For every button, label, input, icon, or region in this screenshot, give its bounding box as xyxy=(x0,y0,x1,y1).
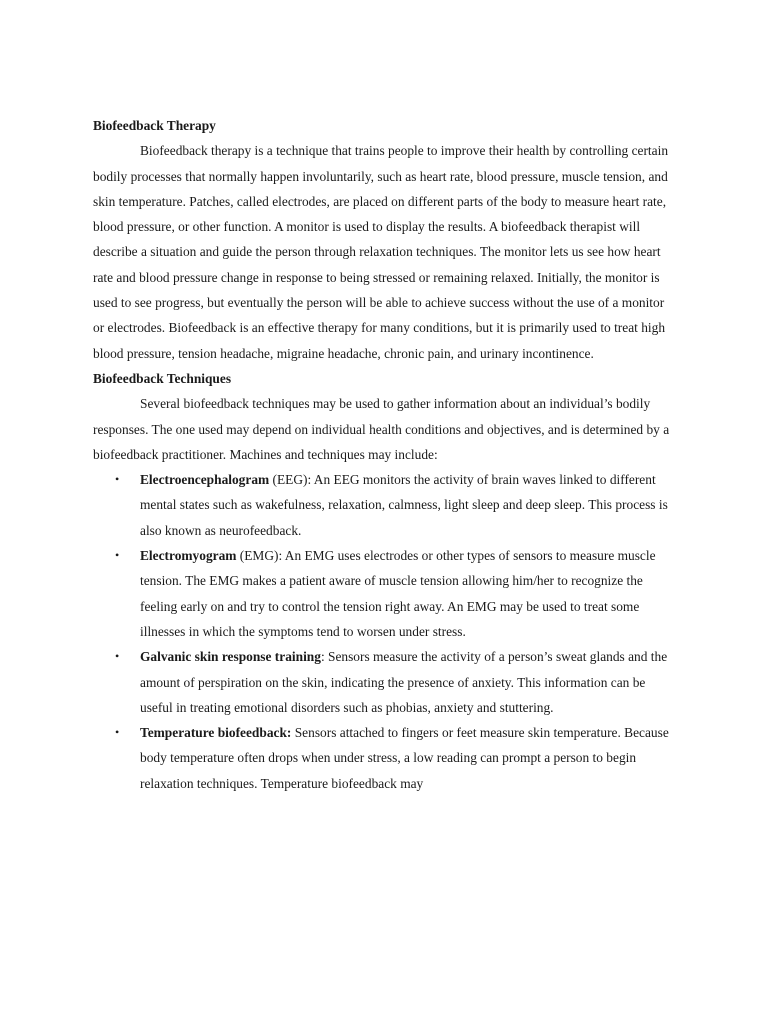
bullet-icon: • xyxy=(115,649,120,664)
bullet-icon: • xyxy=(115,548,120,563)
term-label: Electromyogram xyxy=(140,548,237,564)
list-item-temperature xyxy=(93,720,676,796)
bullet-icon: • xyxy=(115,725,120,740)
techniques-list xyxy=(93,467,676,796)
section-heading-biofeedback-techniques: Biofeedback Techniques xyxy=(93,370,232,386)
term-label: Electroencephalogram xyxy=(140,472,270,488)
term-description: (EEG): An EEG monitors the activity of brain waves linked to different mental states such as wakefulness, relaxation, calmness, light sleep and deep sleep. This process is also known as neurofeedback. xyxy=(140,472,668,538)
term-label: Galvanic skin response training xyxy=(140,649,321,665)
therapy-paragraph: Biofeedback therapy is a technique that trains people to improve their health by controlling certain bodily processes that normally happen involuntarily, such as heart rate, blood pressure, muscle tension, and skin temperature. Patches, called electrodes, are placed on different parts of the body to measure heart rate, blood pressure, or other function. A monitor is used to display the results. A biofeedback therapist will describe a situation and guide the person through relaxation techniques. The monitor lets us see how heart rate and blood pressure change in response to being stressed or remaining relaxed. Initially, the monitor is used to see progress, but eventually the person will be able to achieve success without the use of a monitor or electrodes. Biofeedback is an effective therapy for many conditions, but it is primarily used to treat high blood pressure, tension headache, migraine headache, chronic pain, and urinary incontinence. xyxy=(93,143,669,361)
section-heading-biofeedback-therapy: Biofeedback Therapy xyxy=(93,118,216,133)
document-body xyxy=(93,113,676,796)
list-item-galvanic xyxy=(93,644,676,720)
term-description: (EMG): An EMG uses electrodes or other types of sensors to measure muscle tension. The EMG makes a patient aware of muscle tension allowing him/her to recognize the feeling early on and try to control the tension right away. An EMG may be used to treat some illnesses in which the symptoms tend to worsen under stress. xyxy=(140,548,656,639)
term-label: Temperature biofeedback: xyxy=(140,725,292,741)
term-description: Sensors attached to fingers or feet measure skin temperature. Because body temperature often drops when under stress, a low reading can prompt a person to begin relaxation techniques. Temperature biofeedback may xyxy=(140,725,669,791)
list-item-eeg xyxy=(93,467,676,543)
list-item-emg xyxy=(93,543,676,644)
term-description: : Sensors measure the activity of a person’s sweat glands and the amount of perspiration on the skin, indicating the presence of anxiety. This information can be useful in treating emotional disorders such as phobias, anxiety and stuttering. xyxy=(140,649,668,715)
techniques-paragraph: Several biofeedback techniques may be used to gather information about an individual’s bodily responses. The one used may depend on individual health conditions and objectives, and is determined by a biofeedback practitioner. Machines and techniques may include: xyxy=(93,396,670,462)
bullet-icon: • xyxy=(115,472,120,487)
